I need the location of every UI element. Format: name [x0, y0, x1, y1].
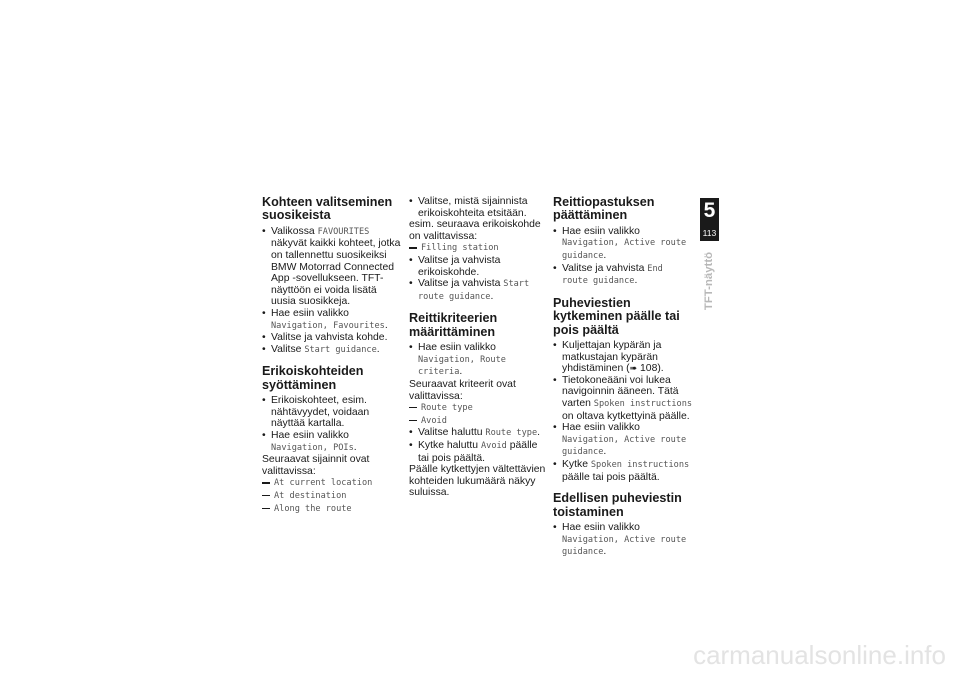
heading-end-guidance: Reittiopastuksen päättäminen: [553, 195, 655, 223]
list-poi-example: [409, 242, 549, 303]
dash-item: Avoid: [409, 415, 549, 428]
list-repeat-instruction: [553, 522, 693, 559]
heading-route-criteria: Reittikriteerien määrittäminen: [409, 311, 498, 339]
menu-term: Start route guidance: [418, 279, 530, 302]
chapter-tab: [700, 198, 719, 241]
list-item: • Valitse, mistä sijainnista erikoiskohteita etsitään.: [409, 196, 549, 219]
list-item: • Valitse ja vahvista erikoiskohde.: [409, 255, 549, 278]
list-item: • Hae esiin valikko Navigation, Route criteria.: [409, 342, 549, 379]
menu-term: Navigation, Route criteria: [418, 354, 506, 378]
menu-term: Navigation, POIs: [271, 442, 354, 453]
page-ref-arrow-icon: ➠: [629, 363, 638, 374]
menu-term: Route type: [485, 428, 538, 439]
list-item: • Hae esiin valikko Navigation, Active route guidance.: [553, 226, 693, 263]
dash-item: Route type: [409, 402, 549, 415]
list-item: • Hae esiin valikko Navigation, Active route guidance.: [553, 422, 693, 459]
menu-term: Navigation, Active route guidance: [562, 434, 687, 458]
column-3: [553, 196, 693, 559]
menu-term: Avoid: [480, 440, 507, 451]
menu-term: Navigation, Active route guidance: [562, 534, 687, 558]
heading-poi-input: Erikoiskohteiden syöttäminen: [262, 364, 364, 392]
heading-repeat-instruction: Edellisen puheviestin toistaminen: [553, 491, 682, 519]
menu-term: Spoken instructions: [593, 398, 693, 409]
menu-term: Spoken instructions: [590, 459, 690, 470]
column-1: [262, 196, 402, 515]
heading-favourites: Kohteen valitseminen suosikeista: [262, 195, 393, 223]
column-2: [409, 196, 549, 499]
paragraph: Seuraavat sijainnit ovat valittavissa:: [262, 454, 370, 477]
chapter-number: 5: [703, 199, 716, 222]
menu-term: FAVOURITES: [317, 226, 370, 237]
menu-term: Navigation, Active route guidance: [562, 238, 687, 261]
list-item: • Hae esiin valikko Navigation, POIs.: [262, 430, 402, 454]
dash-item: Filling station: [409, 242, 549, 255]
list-item: • Valitse Start guidance.: [262, 344, 402, 357]
list-poi: [262, 395, 402, 454]
paragraph: Päälle kytkettyjen vältettävien kohteiden lukumäärä näkyy suluissa.: [409, 464, 546, 499]
list-item: • Valitse ja vahvista Start route guidance.: [409, 278, 549, 303]
dash-item: At current location: [262, 477, 402, 490]
list-item: • Valitse ja vahvista kohde.: [262, 332, 402, 344]
dash-item: Along the route: [262, 503, 402, 516]
section-label: TFT-näyttö: [703, 251, 715, 311]
list-favourites: [262, 226, 402, 357]
list-item: • Kuljettajan kypärän ja matkustajan kypärän yhdistäminen (➠ 108).: [553, 340, 693, 375]
heading-spoken-instructions: Puheviestien kytkeminen päälle tai pois päältä: [553, 295, 680, 337]
page-number: 113: [702, 228, 717, 238]
dash-item: At destination: [262, 490, 402, 503]
watermark: carmanualsonline.info: [693, 640, 946, 670]
list-item: • Kytke Spoken instructions päälle tai pois päältä.: [553, 459, 693, 483]
menu-term: End route guidance: [562, 263, 663, 287]
menu-term: Start guidance: [304, 344, 377, 355]
list-end-guidance: [553, 226, 693, 288]
list-item: • Tietokoneääni voi lukea navigoinnin ääneen. Tätä varten Spoken instructions on oltava kytkettyinä päälle.: [553, 375, 693, 422]
list-item: • Erikoiskohteet, esim. nähtävyydet, voidaan näyttää kartalla.: [262, 395, 402, 430]
list-poi-select: [409, 196, 549, 219]
list-item: • Kytke haluttu Avoid päälle tai pois päältä.: [409, 440, 549, 464]
list-item: • Valitse haluttu Route type.: [409, 427, 549, 440]
list-item: • Hae esiin valikko Navigation, Favourites.: [262, 308, 402, 332]
paragraph: Seuraavat kriteerit ovat valittavissa:: [409, 378, 516, 402]
menu-term: Navigation, Favourites: [271, 320, 385, 331]
list-item: • Valikossa FAVOURITES näkyvät kaikki kohteet, jotka on tallennettu suosikeiksi BMW Motorrad Connected App -sovellukseen. TFT-näyttöön ei voida lisätä uusia suosikkeja.: [262, 226, 402, 308]
list-spoken-instructions: [553, 340, 693, 483]
list-criteria-options: [409, 402, 549, 464]
list-item: • Hae esiin valikko Navigation, Active route guidance.: [553, 522, 693, 559]
list-poi-locations: [262, 477, 402, 515]
list-route-criteria: [409, 342, 549, 379]
paragraph: esim. seuraava erikoiskohde on valittavissa:: [409, 219, 541, 242]
list-item: • Valitse ja vahvista End route guidance.: [553, 263, 693, 288]
